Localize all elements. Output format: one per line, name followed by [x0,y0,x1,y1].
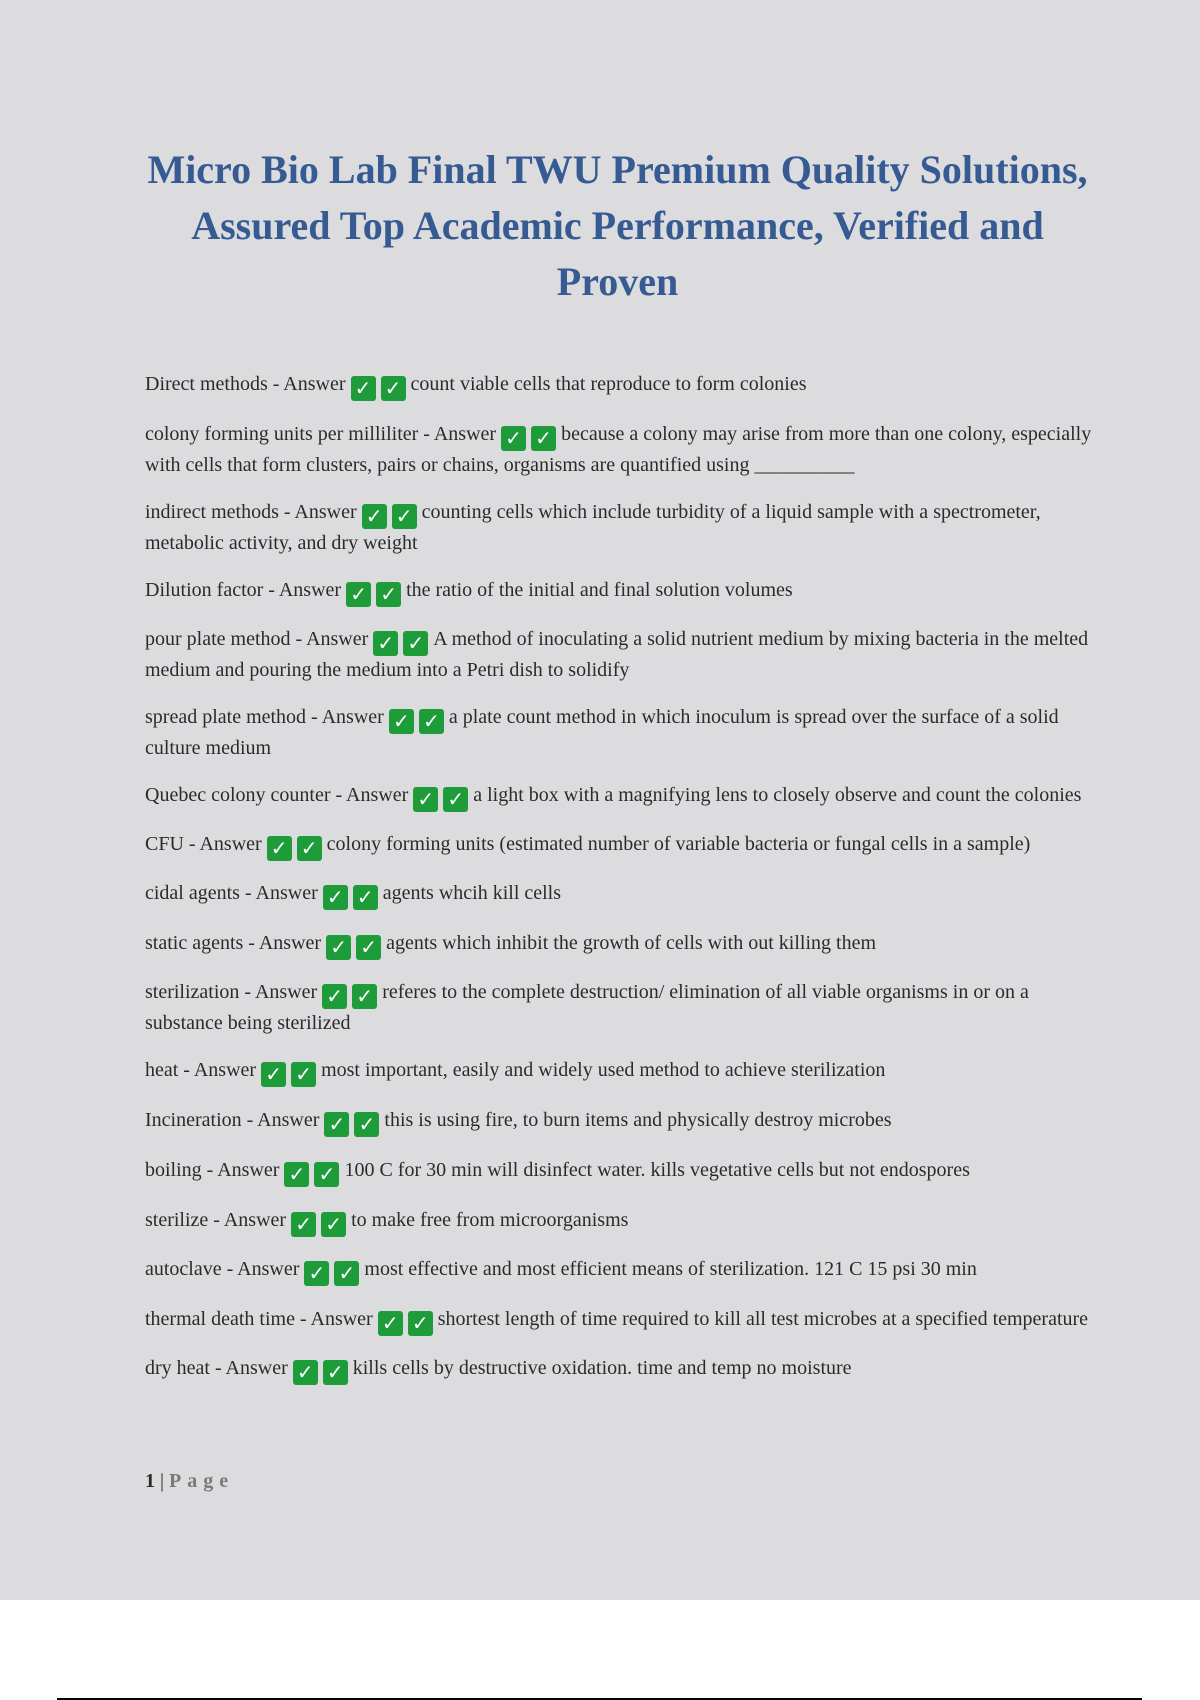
entry-definition: this is using fire, to burn items and physically destroy microbes [384,1109,892,1131]
entry-term: spread plate method - Answer [145,706,384,728]
qa-list [145,370,1100,1385]
check-mark-icon: ✓ [443,787,468,812]
entry-definition: kills cells by destructive oxidation. time and temp no moisture [352,1357,852,1379]
entry-definition: A method of inoculating a solid nutrient medium by mixing bacteria in the melted medium and pouring the medium into a Petri dish to solidify [145,628,1089,681]
entry-definition: because a colony may arise from more than one colony, especially with cells that form clusters, pairs or chains, organisms are quantified using __________ [145,423,1092,476]
entry-definition: 100 C for 30 min will disinfect water. kills vegetative cells but not endospores [344,1159,970,1181]
entry-definition: shortest length of time required to kill all test microbes at a specified temperature [437,1308,1089,1330]
check-mark-icon: ✓ [353,885,378,910]
entry-definition: the ratio of the initial and final solution volumes [406,579,793,601]
check-mark-icon: ✓ [334,1261,359,1286]
page-label: Page [169,1470,235,1492]
entry-term: Direct methods - Answer [145,373,346,395]
entry-term: static agents - Answer [145,932,322,954]
check-mark-icon: ✓ [362,504,387,529]
entry-term: thermal death time - Answer [145,1308,373,1330]
page-footer [145,1470,234,1493]
qa-entry [145,879,1100,910]
entry-term: cidal agents - Answer [145,882,318,904]
check-mark-icon: ✓ [324,1112,349,1137]
check-mark-icon: ✓ [354,1112,379,1137]
entry-definition: most important, easily and widely used method to achieve sterilization [321,1059,886,1081]
qa-entry [145,1106,1100,1137]
check-mark-icon: ✓ [326,935,351,960]
entry-term: CFU - Answer [145,833,262,855]
qa-entry [145,1156,1100,1187]
check-mark-icon: ✓ [304,1261,329,1286]
check-mark-icon: ✓ [501,426,526,451]
qa-entry [145,1206,1100,1237]
qa-entry [145,576,1100,607]
qa-entry [145,370,1100,401]
entry-definition: a light box with a magnifying lens to closely observe and count the colonies [473,784,1082,806]
entry-definition: count viable cells that reproduce to form colonies [410,373,807,395]
entry-term: heat - Answer [145,1059,257,1081]
entry-term: autoclave - Answer [145,1258,300,1280]
check-mark-icon: ✓ [322,984,347,1009]
qa-entry [145,1255,1100,1286]
qa-entry [145,1354,1100,1385]
qa-entry [145,830,1100,861]
qa-entry [145,703,1100,763]
check-mark-icon: ✓ [351,376,376,401]
entry-term: sterilization - Answer [145,981,318,1003]
entry-definition: colony forming units (estimated number of variable bacteria or fungal cells in a sample) [326,833,1031,855]
entry-definition: a plate count method in which inoculum is spread over the surface of a solid culture medium [145,706,1059,759]
entry-term: dry heat - Answer [145,1357,288,1379]
document-title: Micro Bio Lab Final TWU Premium Quality Solutions, Assured Top Academic Performance, Verified and Proven [147,147,1088,304]
check-mark-icon: ✓ [419,709,444,734]
page-separator: | [155,1470,170,1492]
qa-entry [145,625,1100,685]
check-mark-icon: ✓ [378,1311,403,1336]
check-mark-icon: ✓ [403,631,428,656]
entry-term: boiling - Answer [145,1159,280,1181]
entry-term: colony forming units per milliliter - Answer [145,423,497,445]
check-mark-icon: ✓ [321,1212,346,1237]
check-mark-icon: ✓ [392,504,417,529]
page-number: 1 [145,1470,155,1492]
check-mark-icon: ✓ [531,426,556,451]
check-mark-icon: ✓ [284,1162,309,1187]
check-mark-icon: ✓ [297,836,322,861]
entry-definition: agents whcih kill cells [382,882,562,904]
check-mark-icon: ✓ [293,1360,318,1385]
entry-term: Quebec colony counter - Answer [145,784,409,806]
check-mark-icon: ✓ [323,885,348,910]
entry-definition: referes to the complete destruction/ elimination of all viable organisms in or on a substance being sterilized [145,981,1029,1034]
qa-entry [145,1056,1100,1087]
check-mark-icon: ✓ [389,709,414,734]
check-mark-icon: ✓ [323,1360,348,1385]
entry-term: pour plate method - Answer [145,628,369,650]
check-mark-icon: ✓ [373,631,398,656]
entry-definition: to make free from microorganisms [351,1209,629,1231]
qa-entry [145,1305,1100,1336]
qa-entry [145,498,1100,558]
qa-entry [145,420,1100,480]
check-mark-icon: ✓ [376,582,401,607]
check-mark-icon: ✓ [381,376,406,401]
check-mark-icon: ✓ [408,1311,433,1336]
entry-definition: agents which inhibit the growth of cells with out killing them [386,932,877,954]
check-mark-icon: ✓ [291,1212,316,1237]
check-mark-icon: ✓ [314,1162,339,1187]
check-mark-icon: ✓ [267,836,292,861]
qa-entry [145,929,1100,960]
entry-term: sterilize - Answer [145,1209,287,1231]
check-mark-icon: ✓ [291,1062,316,1087]
entry-term: indirect methods - Answer [145,501,357,523]
entry-definition: counting cells which include turbidity of a liquid sample with a spectrometer, metabolic activity, and dry weight [145,501,1041,554]
entry-term: Dilution factor - Answer [145,579,342,601]
entry-definition: most effective and most efficient means of sterilization. 121 C 15 psi 30 min [364,1258,977,1280]
check-mark-icon: ✓ [356,935,381,960]
check-mark-icon: ✓ [413,787,438,812]
qa-entry [145,781,1100,812]
check-mark-icon: ✓ [346,582,371,607]
check-mark-icon: ✓ [261,1062,286,1087]
entry-term: Incineration - Answer [145,1109,320,1131]
qa-entry [145,978,1100,1038]
check-mark-icon: ✓ [352,984,377,1009]
